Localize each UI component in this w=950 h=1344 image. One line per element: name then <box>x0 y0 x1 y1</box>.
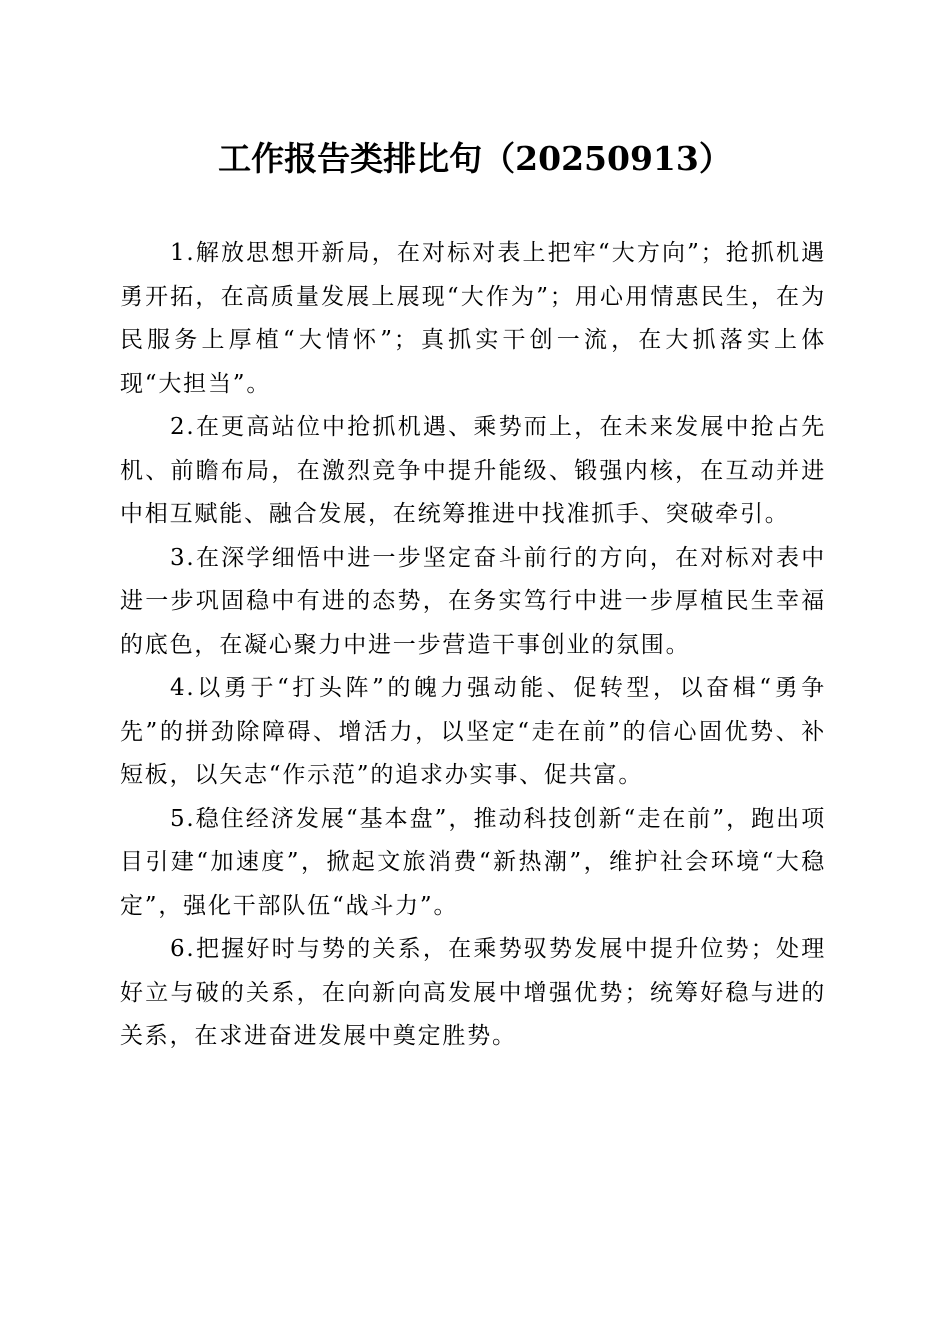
paragraph-1: 1.解放思想开新局，在对标对表上把牢“大方向”；抢抓机遇勇开拓，在高质量发展上展现“大作为”；用心用情惠民生，在为民服务上厚植“大情怀”；真抓实干创一流，在大抓落实上体现“大担当”。 <box>120 240 826 397</box>
paragraph-4: 4.以勇于“打头阵”的魄力强动能、促转型，以奋楫“勇争先”的拼劲除障碍、增活力，以坚定“走在前”的信心固优势、补短板，以矢志“作示范”的追求办实事、促共富。 <box>120 675 826 788</box>
paragraph-6: 6.把握好时与势的关系，在乘势驭势发展中提升位势；处理好立与破的关系，在向新向高发展中增强优势；统筹好稳与进的关系，在求进奋进发展中奠定胜势。 <box>120 936 826 1049</box>
document-title: 工作报告类排比句（20250913） <box>218 139 732 178</box>
paragraph-2: 2.在更高站位中抢抓机遇、乘势而上，在未来发展中抢占先机、前瞻布局，在激烈竞争中提升能级、锻强内核，在互动并进中相互赋能、融合发展，在统筹推进中找准抓手、突破牵引。 <box>120 414 826 527</box>
document-body <box>120 232 826 1059</box>
paragraph-3: 3.在深学细悟中进一步坚定奋斗前行的方向，在对标对表中进一步巩固稳中有进的态势，在务实笃行中进一步厚植民生幸福的底色，在凝心聚力中进一步营造干事创业的氛围。 <box>120 544 826 658</box>
paragraph-5: 5.稳住经济发展“基本盘”，推动科技创新“走在前”，跑出项目引建“加速度”，掀起文旅消费“新热潮”，维护社会环境“大稳定”，强化干部队伍“战斗力”。 <box>120 805 826 919</box>
